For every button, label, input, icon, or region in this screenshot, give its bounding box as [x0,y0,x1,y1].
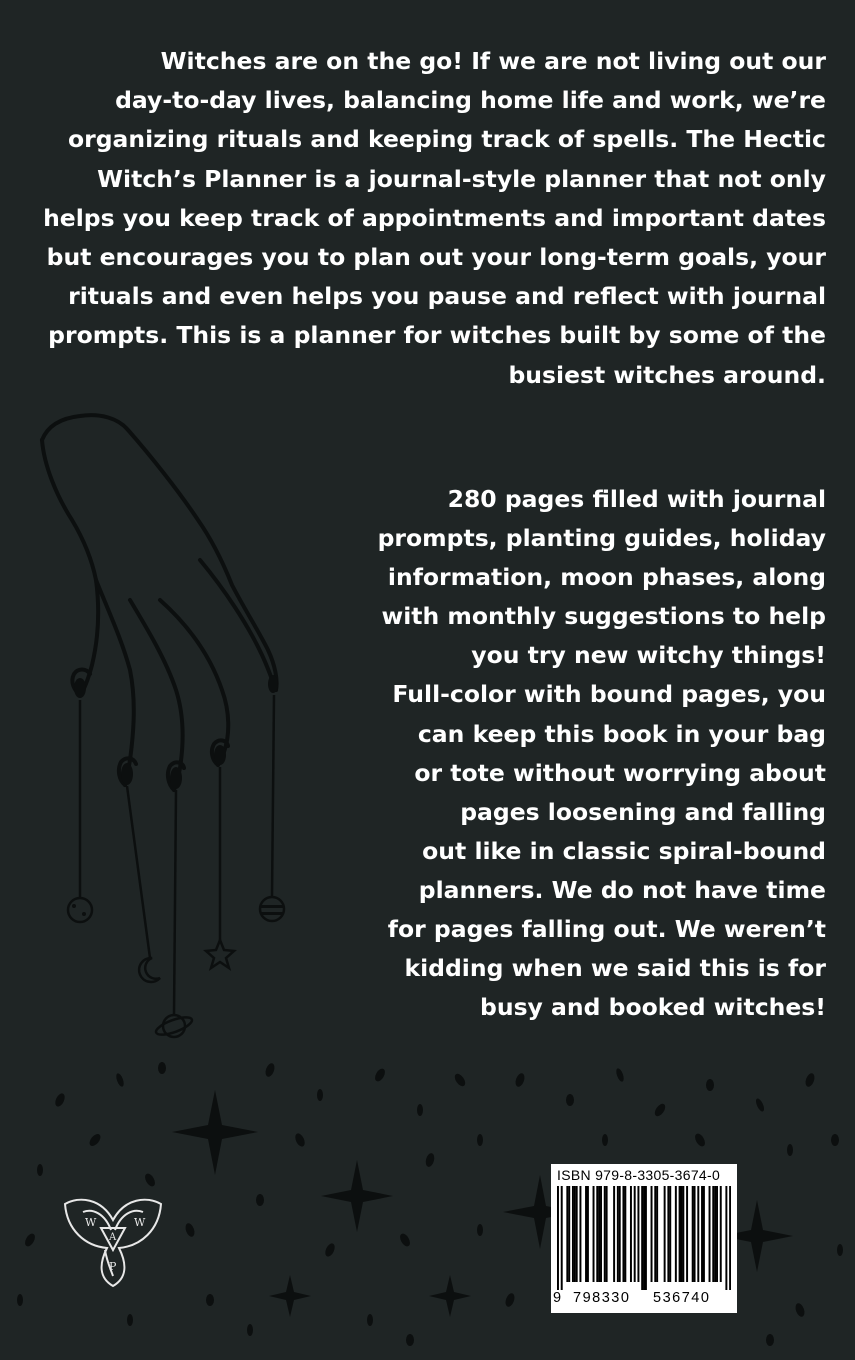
features-line: prompts, planting guides, holiday [377,524,826,553]
features-line: pages loosening and falling [460,797,826,826]
description-line: organizing rituals and keeping track of spells. The Hectic [68,125,826,154]
features-line: planners. We do not have time [418,875,826,904]
description-paragraph [30,42,826,395]
features-line: 280 pages filled with journal [447,485,826,513]
features-line: can keep this book in your bag [417,719,826,748]
features-line: busy and booked witches! [480,993,826,1022]
logo-letter: P [109,1260,117,1273]
logo-letter: W [85,1216,97,1229]
planet-charm-icon [260,897,284,921]
description-line: rituals and even helps you pause and reflect with journal [68,282,826,311]
features-line: you try new witchy things! [471,641,826,670]
hand-icon [42,415,277,790]
features-line: out like in classic spiral-bound [422,836,826,865]
logo-letter: A [109,1232,117,1243]
isbn-right-group: 536740 [653,1290,711,1306]
features-line: information, moon phases, along [387,563,826,592]
barcode [557,1186,731,1290]
features-line: or tote without worrying about [414,758,826,787]
isbn-left-group: 798330 [573,1290,631,1306]
triquetra-logo-icon [61,1190,165,1288]
features-paragraph [340,480,826,1027]
description-line: Witch’s Planner is a journal-style planner that not only [97,164,826,193]
description-line: Witches are on the go! If we are not living out our [160,47,826,75]
description-line: day-to-day lives, balancing home life and work, we’re [115,86,826,115]
isbn-text: ISBN 979-8-3305-3674-0 [557,1167,721,1183]
moon-charm-icon [68,898,92,922]
features-line: for pages falling out. We weren’t [387,915,826,944]
description-line: but encourages you to plan out your long-term goals, your [46,243,826,272]
description-line: busiest witches around. [508,360,826,389]
features-line: with monthly suggestions to help [381,602,826,631]
description-line: helps you keep track of appointments and important dates [43,203,826,232]
description-line: prompts. This is a planner for witches built by some of the [48,321,826,350]
features-line: Full-color with bound pages, you [392,680,826,709]
isbn-first-digit: 9 [553,1290,563,1306]
isbn-barcode-label [551,1164,737,1313]
features-line: kidding when we said this is for [404,954,826,983]
logo-letter: W [134,1216,146,1229]
moon-charm-icon [139,958,160,982]
star-charm-icon [206,940,234,968]
